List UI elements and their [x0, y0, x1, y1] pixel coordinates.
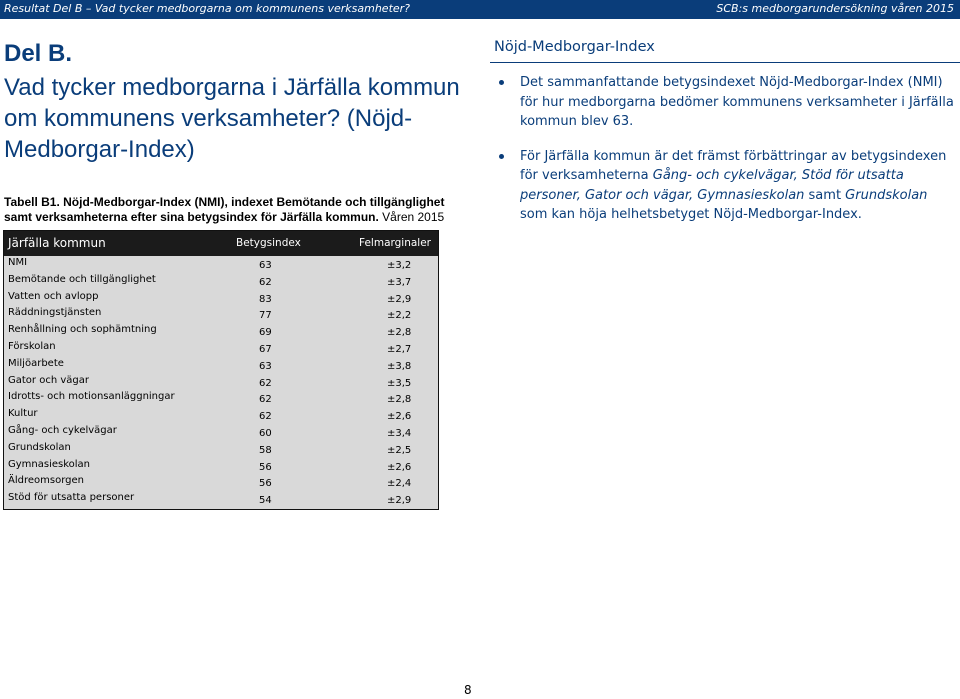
- section-part: Del B.: [4, 40, 73, 67]
- summary-box: [490, 33, 955, 240]
- row-label: Kultur: [8, 408, 38, 420]
- column-header-municipality: Järfälla kommun: [8, 236, 106, 250]
- row-margin: ±2,9: [387, 495, 412, 507]
- row-label: Grundskolan: [8, 441, 71, 453]
- section-title: Vad tycker medborgarna i Järfälla kommun om kommunens verksamheter? (Nöjd-Medborgar-Index): [4, 74, 460, 163]
- page-number: 8: [464, 683, 472, 697]
- row-index: 63: [259, 360, 272, 372]
- row-margin: ±2,9: [387, 293, 412, 305]
- table-row: [4, 491, 438, 508]
- table-caption: [4, 195, 474, 225]
- row-margin: ±3,2: [387, 260, 412, 271]
- row-label: Vatten och avlopp: [8, 290, 99, 302]
- row-margin: ±2,8: [387, 394, 412, 406]
- table-row: [4, 458, 438, 475]
- row-margin: ±2,2: [387, 310, 412, 322]
- bullet-icon: [499, 80, 504, 85]
- index-table: [3, 230, 439, 510]
- row-index: 54: [259, 495, 272, 507]
- section-heading: [4, 38, 474, 165]
- table-row: [4, 323, 438, 340]
- row-margin: ±2,6: [387, 411, 412, 423]
- row-index: 58: [259, 444, 272, 456]
- row-margin: ±2,8: [387, 327, 412, 339]
- table-row: [4, 340, 438, 357]
- table-row: [4, 357, 438, 374]
- table-row: [4, 424, 438, 441]
- row-index: 67: [259, 343, 272, 355]
- row-label: Gator och vägar: [8, 374, 89, 386]
- summary-title: Nöjd-Medborgar-Index: [490, 33, 960, 63]
- column-header-index: Betygsindex: [236, 237, 301, 249]
- summary-bullet: [490, 147, 955, 225]
- summary-text-post: som kan höja helhetsbetyget Nöjd-Medborgar-Index.: [520, 207, 862, 222]
- row-index: 69: [259, 327, 272, 339]
- summary-text-nmi: Det sammanfattande betygsindexet Nöjd-Medborgar-Index (NMI) för hur medborgarna bedömer kommunens verksamheter i Järfälla kommun blev 63.: [520, 75, 954, 129]
- table-row: [4, 407, 438, 424]
- table-row: [4, 441, 438, 458]
- row-margin: ±2,4: [387, 478, 412, 490]
- row-index: 62: [259, 276, 272, 288]
- row-label: Gymnasieskolan: [8, 458, 91, 470]
- summary-text-pre: För Järfälla kommun är det främst förbättringar av betygsindexen för verksamheterna: [520, 148, 947, 183]
- row-margin: ±2,7: [387, 343, 412, 355]
- row-index: 62: [259, 377, 272, 389]
- table-row: [4, 306, 438, 323]
- column-header-margin: Felmarginaler: [359, 237, 432, 249]
- row-margin: ±2,6: [387, 461, 412, 473]
- table-caption-year: Våren 2015: [378, 210, 445, 224]
- row-margin: ±3,4: [387, 427, 412, 439]
- row-index: 62: [259, 394, 272, 406]
- row-label: Miljöarbete: [8, 357, 64, 369]
- table-row: [4, 374, 438, 391]
- table-row: [4, 390, 438, 407]
- row-label: Renhållning och sophämtning: [8, 324, 157, 336]
- row-index: 56: [259, 478, 272, 490]
- row-index: 56: [259, 461, 272, 473]
- table-caption-main: Tabell B1. Nöjd-Medborgar-Index (NMI), indexet Bemötande och tillgänglighet samt verksamheterna efter sina betygsindex för Järfälla kommun.: [4, 195, 445, 224]
- row-label: Förskolan: [8, 340, 56, 352]
- row-margin: ±3,8: [387, 360, 412, 372]
- row-label: Gång- och cykelvägar: [8, 424, 117, 436]
- row-label: Bemötande och tillgänglighet: [8, 273, 156, 285]
- bullet-icon: [499, 154, 504, 159]
- row-margin: ±3,5: [387, 377, 412, 389]
- table-header-row: [4, 231, 438, 256]
- summary-bullet: [490, 73, 955, 132]
- table-body: [4, 256, 438, 508]
- running-header-left: Resultat Del B – Vad tycker medborgarna om kommunens verksamheter?: [4, 2, 411, 15]
- row-label: Äldreomsorgen: [8, 475, 84, 487]
- summary-text-mid: samt: [804, 187, 846, 203]
- summary-areas-italic: Gång- och cykelvägar, Stöd för utsatta personer, Gator och vägar, Gymnasieskolan: [520, 168, 904, 203]
- table-row: [4, 273, 438, 290]
- row-index: 77: [259, 310, 272, 322]
- summary-list: [490, 73, 955, 225]
- table-row: [4, 256, 438, 273]
- row-label: Stöd för utsatta personer: [8, 492, 135, 504]
- row-index: 62: [259, 411, 272, 423]
- row-index: 83: [259, 293, 272, 305]
- summary-area-italic: Grundskolan: [845, 187, 928, 203]
- table-row: [4, 474, 438, 491]
- row-label: NMI: [8, 257, 28, 268]
- row-index: 60: [259, 427, 272, 439]
- row-index: 63: [259, 260, 272, 271]
- running-header: [0, 0, 960, 19]
- row-label: Räddningstjänsten: [8, 307, 102, 319]
- running-header-right: SCB:s medborgarundersökning våren 2015: [716, 2, 954, 15]
- row-label: Idrotts- och motionsanläggningar: [8, 391, 175, 403]
- row-margin: ±2,5: [387, 444, 412, 456]
- table-row: [4, 290, 438, 307]
- row-margin: ±3,7: [387, 276, 412, 288]
